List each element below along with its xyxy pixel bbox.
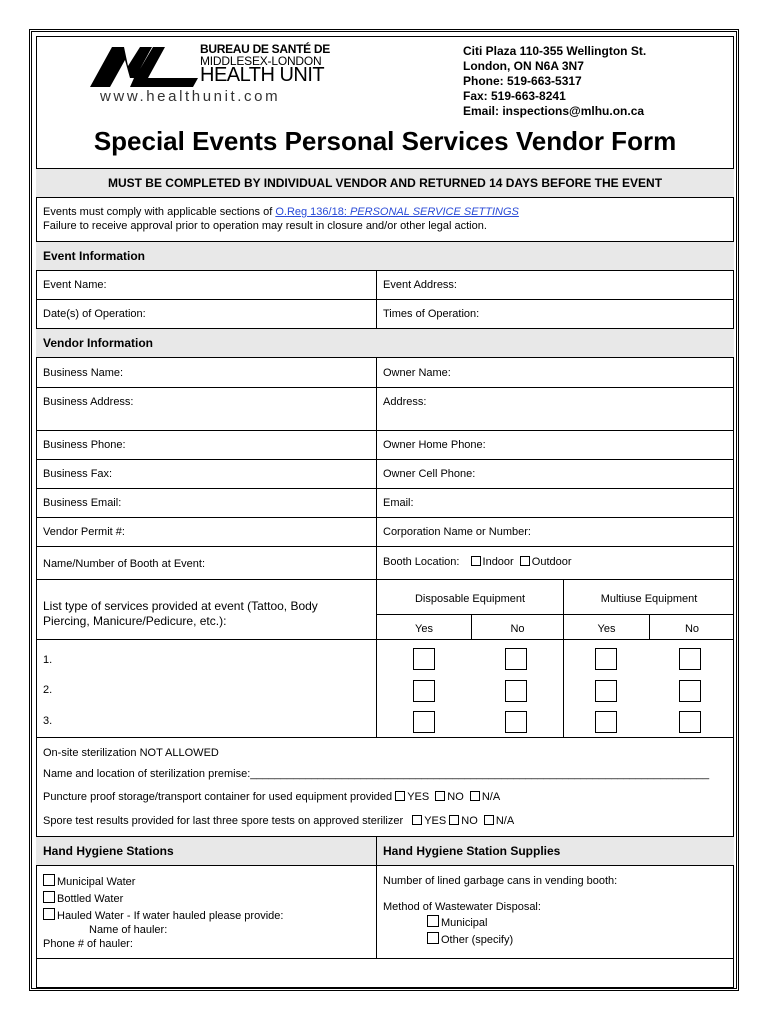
multiuse-equipment-header: Multiuse Equipment <box>600 593 698 605</box>
owner-cell-phone-label: Owner Cell Phone: <box>383 468 476 480</box>
row2-multiuse-yes-checkbox[interactable] <box>595 680 617 702</box>
yes-label: YES <box>424 815 447 827</box>
service-row-label: 3. <box>43 715 53 727</box>
bottled-water-label: Bottled Water <box>57 893 124 905</box>
hauled-water-label: Hauled Water - If water hauled please provide: <box>57 910 284 922</box>
spore-test-row <box>43 815 514 827</box>
row3-multiuse-yes-checkbox[interactable] <box>595 711 617 733</box>
divider <box>36 958 734 959</box>
business-name-label: Business Name: <box>43 367 124 379</box>
wastewater-municipal-option <box>427 915 487 929</box>
row3-disposable-no-checkbox[interactable] <box>505 711 527 733</box>
deadline-banner-text: MUST BE COMPLETED BY INDIVIDUAL VENDOR AND RETURNED 14 DAYS BEFORE THE EVENT <box>107 176 663 190</box>
wastewater-other-checkbox[interactable] <box>427 932 439 944</box>
contact-email: Email: inspections@mlhu.on.ca <box>463 104 645 118</box>
municipal-water-checkbox[interactable] <box>43 874 55 886</box>
multiuse-no-header: No <box>684 623 700 635</box>
hauler-phone-label: Phone # of hauler: <box>43 938 133 950</box>
business-fax-label: Business Fax: <box>43 468 113 480</box>
owner-name-label: Owner Name: <box>383 367 451 379</box>
contact-address1: Citi Plaza 110-355 Wellington St. <box>463 44 647 58</box>
hauled-water-option <box>43 908 283 922</box>
owner-home-phone-label: Owner Home Phone: <box>383 439 486 451</box>
divider <box>36 517 734 518</box>
hand-hygiene-stations-heading: Hand Hygiene Stations <box>43 844 174 858</box>
divider <box>36 387 734 388</box>
intro-prefix: Events must comply with applicable sections of <box>43 206 276 218</box>
row2-multiuse-no-checkbox[interactable] <box>679 680 701 702</box>
divider <box>36 488 734 489</box>
na-label: N/A <box>481 791 501 803</box>
row1-multiuse-yes-checkbox[interactable] <box>595 648 617 670</box>
wastewater-municipal-checkbox[interactable] <box>427 915 439 927</box>
service-row-label: 1. <box>43 654 53 666</box>
mlhu-logo-icon <box>90 44 198 88</box>
row3-disposable-yes-checkbox[interactable] <box>413 711 435 733</box>
intro-line2: Failure to receive approval prior to operation may result in closure and/or other legal action. <box>43 220 487 232</box>
row1-multiuse-no-checkbox[interactable] <box>679 648 701 670</box>
owner-email-label: Email: <box>383 497 414 509</box>
na-label: N/A <box>495 815 515 827</box>
divider <box>36 737 734 738</box>
event-name-label: Event Name: <box>43 279 107 291</box>
multiuse-yes-header: Yes <box>597 623 616 635</box>
sterilization-not-allowed: On-site sterilization NOT ALLOWED <box>43 747 219 759</box>
column-divider <box>376 271 377 329</box>
sterilization-premise-field[interactable]: Name and location of sterilization premise:___________________________________________________________________________ <box>43 768 710 780</box>
corporation-label: Corporation Name or Number: <box>383 526 531 538</box>
row3-multiuse-no-checkbox[interactable] <box>679 711 701 733</box>
booth-location-label: Booth Location: <box>383 556 460 568</box>
no-label: NO <box>447 791 464 803</box>
disposable-no-header: No <box>510 623 525 635</box>
municipal-water-label: Municipal Water <box>57 876 136 888</box>
business-email-label: Business Email: <box>43 497 122 509</box>
divider <box>36 639 734 640</box>
wastewater-label: Method of Wastewater Disposal: <box>383 901 541 913</box>
divider <box>36 546 734 547</box>
indoor-checkbox[interactable] <box>471 556 481 566</box>
hand-hygiene-supplies-heading: Hand Hygiene Station Supplies <box>383 844 561 858</box>
booth-location-row <box>383 556 572 568</box>
wastewater-other-label: Other (specify) <box>441 934 514 946</box>
yes-label: YES <box>407 791 430 803</box>
services-prompt-line1: List type of services provided at event (Tattoo, Body <box>43 599 318 613</box>
owner-address-label: Address: <box>383 396 427 408</box>
spore-na-checkbox[interactable] <box>484 815 494 825</box>
column-divider <box>376 836 377 958</box>
divider <box>36 579 734 580</box>
garbage-cans-label: Number of lined garbage cans in vending booth: <box>383 875 618 887</box>
event-info-heading <box>36 241 734 271</box>
vendor-info-heading <box>36 328 734 358</box>
outdoor-checkbox[interactable] <box>520 556 530 566</box>
contact-phone: Phone: 519-663-5317 <box>463 74 582 88</box>
services-prompt-line2: Piercing, Manicure/Pedicure, etc.): <box>43 614 227 628</box>
spore-yes-checkbox[interactable] <box>412 815 422 825</box>
puncture-no-checkbox[interactable] <box>435 791 445 801</box>
outdoor-label: Outdoor <box>531 556 572 568</box>
hauled-water-checkbox[interactable] <box>43 908 55 920</box>
form-title: Special Events Personal Services Vendor Form <box>93 126 677 156</box>
puncture-proof-row <box>43 791 500 803</box>
org-name-middlesex: MIDDLESEX-LONDON <box>200 54 322 68</box>
disposable-equipment-header: Disposable Equipment <box>414 593 526 605</box>
contact-fax: Fax: 519-663-8241 <box>463 89 566 103</box>
times-of-operation-label: Times of Operation: <box>383 308 480 320</box>
spore-no-checkbox[interactable] <box>449 815 459 825</box>
spore-test-label: Spore test results provided for last three spore tests on approved sterilizer <box>43 815 404 827</box>
dates-of-operation-label: Date(s) of Operation: <box>43 308 146 320</box>
deadline-banner <box>36 168 734 198</box>
row1-disposable-no-checkbox[interactable] <box>505 648 527 670</box>
intro-line1 <box>43 206 519 218</box>
contact-block <box>463 44 646 119</box>
puncture-na-checkbox[interactable] <box>470 791 480 801</box>
event-address-label: Event Address: <box>383 279 457 291</box>
org-name-health-unit: HEALTH UNIT <box>200 64 325 86</box>
vendor-info-heading-text: Vendor Information <box>43 336 154 350</box>
puncture-proof-label: Puncture proof storage/transport container for used equipment provided <box>43 791 393 803</box>
business-address-label: Business Address: <box>43 396 134 408</box>
business-phone-label: Business Phone: <box>43 439 126 451</box>
event-info-heading-text: Event Information <box>43 249 146 263</box>
divider <box>36 299 734 300</box>
disposable-yes-header: Yes <box>415 623 433 635</box>
regulation-link-number: O.Reg 136/18: <box>275 206 347 218</box>
municipal-water-option <box>43 874 135 888</box>
bottled-water-option <box>43 891 123 905</box>
booth-name-label: Name/Number of Booth at Event: <box>43 558 206 570</box>
contact-address2: London, ON N6A 3N7 <box>463 59 584 73</box>
service-row-label: 2. <box>43 684 53 696</box>
regulation-link[interactable] <box>275 206 519 218</box>
wastewater-other-option <box>427 932 513 946</box>
regulation-link-title: PERSONAL SERVICE SETTINGS <box>349 206 519 218</box>
vendor-permit-label: Vendor Permit #: <box>43 526 125 538</box>
hand-hygiene-heading <box>36 836 734 866</box>
divider <box>377 614 734 615</box>
no-label: NO <box>461 815 478 827</box>
website-link[interactable]: www.healthunit.com <box>100 88 281 105</box>
row1-disposable-yes-checkbox[interactable] <box>413 648 435 670</box>
row2-disposable-yes-checkbox[interactable] <box>413 680 435 702</box>
org-name-bureau: BUREAU DE SANTÉ DE <box>200 42 330 56</box>
row2-disposable-no-checkbox[interactable] <box>505 680 527 702</box>
divider <box>36 430 734 431</box>
hauler-name-label: Name of hauler: <box>89 924 168 936</box>
divider <box>36 459 734 460</box>
puncture-yes-checkbox[interactable] <box>395 791 405 801</box>
indoor-label: Indoor <box>482 556 514 568</box>
wastewater-municipal-label: Municipal <box>441 917 488 929</box>
bottled-water-checkbox[interactable] <box>43 891 55 903</box>
